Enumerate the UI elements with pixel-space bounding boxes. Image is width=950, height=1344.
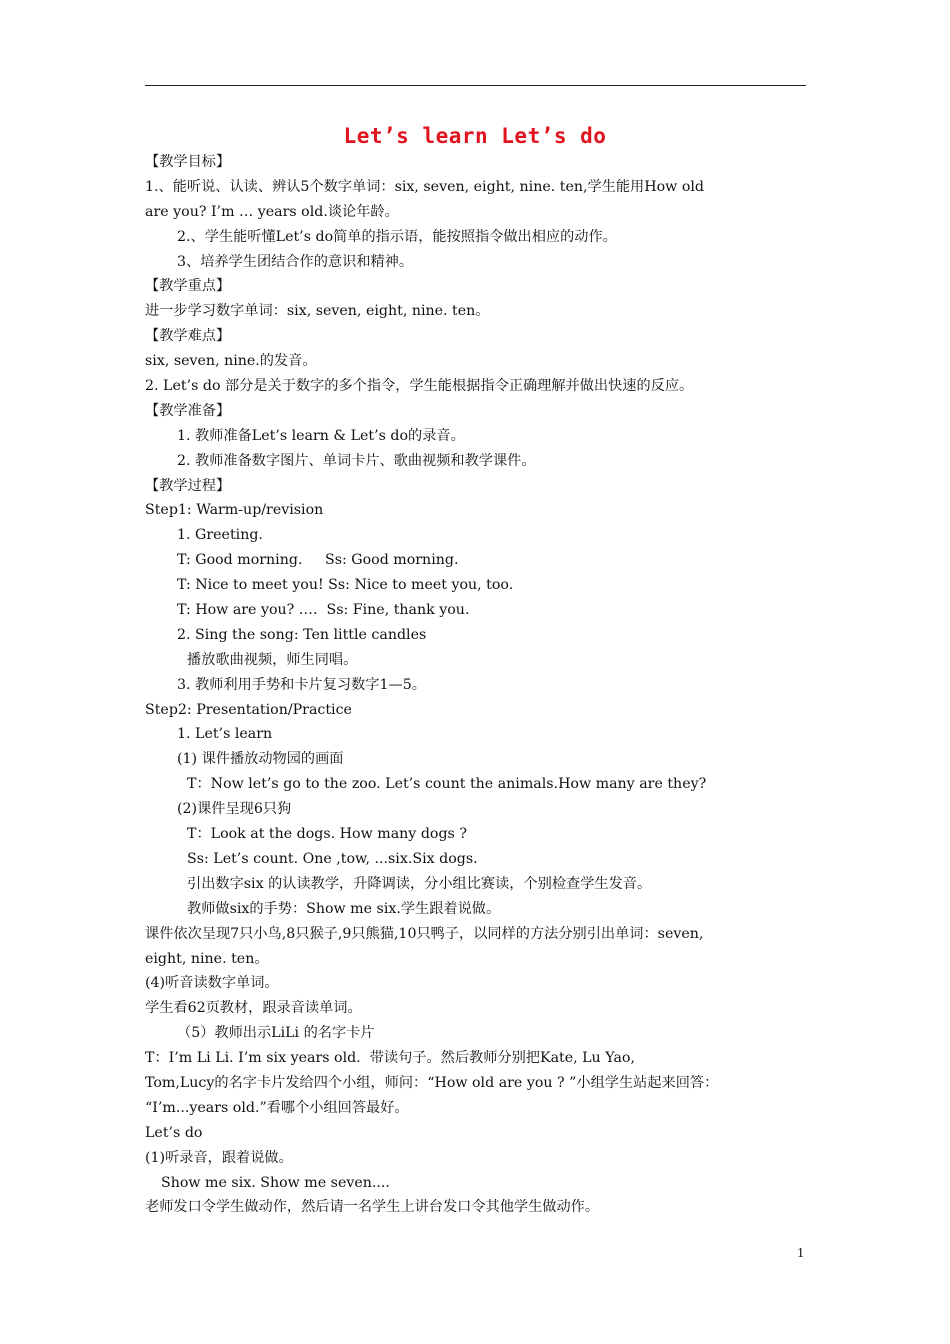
text-line: 进一步学习数字单词：six, seven, eight, nine. ten。 xyxy=(145,303,490,320)
text-line: eight, nine. ten。 xyxy=(145,950,269,967)
text-line: Show me six. Show me seven.... xyxy=(161,1174,390,1191)
text-line: T: Nice to meet you! Ss: Nice to meet you, too. xyxy=(177,577,514,594)
text-line: 老师发口令学生做动作，然后请一名学生上讲台发口令其他学生做动作。 xyxy=(145,1199,600,1216)
text-line: （5）教师出示LiLi 的名字卡片 xyxy=(177,1025,375,1042)
text-line: 3. 教师利用手势和卡片复习数字1—5。 xyxy=(177,676,426,693)
text-line: 学生看62页教材，跟录音读单词。 xyxy=(145,1000,362,1017)
text-line: 1. Let’s learn xyxy=(177,726,273,743)
text-line: (2)课件呈现6只狗 xyxy=(177,801,292,818)
text-line: 2.、学生能听懂Let’s do简单的指示语，能按照指令做出相应的动作。 xyxy=(177,228,617,245)
text-line: six, seven, nine.的发音。 xyxy=(145,353,317,370)
text-line: 1. 教师准备Let’s learn & Let’s do的录音。 xyxy=(177,427,465,444)
text-line: T: Good morning. Ss: Good morning. xyxy=(177,552,459,569)
text-line: 播放歌曲视频，师生同唱。 xyxy=(187,651,358,668)
text-line: T: How are you? …. Ss: Fine, thank you. xyxy=(177,602,470,619)
page-number: 1 xyxy=(797,1246,804,1261)
text-line: Step1: Warm-up/revision xyxy=(145,502,324,519)
document-title: Let’s learn Let’s do xyxy=(343,124,607,148)
text-line: 1. Greeting. xyxy=(177,527,263,544)
text-line: (1) 课件播放动物园的画面 xyxy=(177,751,344,768)
text-line: T：Now let’s go to the zoo. Let’s count the animals.How many are they? xyxy=(187,776,707,793)
text-line: Tom,Lucy的名字卡片发给四个小组，师问：“How old are you ? ”小组学生站起来回答： xyxy=(145,1074,719,1091)
text-line: 2. Let’s do 部分是关于数字的多个指令，学生能根据指令正确理解并做出快速的反应。 xyxy=(145,378,694,395)
text-line: T：I’m Li Li. I’m six years old. 带读句子。然后教师分别把Kate, Lu Yao, xyxy=(145,1050,635,1067)
text-line: (1)听录音，跟着说做。 xyxy=(145,1149,293,1166)
text-line: “I’m...years old.”看哪个小组回答最好。 xyxy=(145,1099,409,1116)
text-line: 【教学目标】 xyxy=(145,154,231,170)
text-line: 2. 教师准备数字图片、单词卡片、歌曲视频和教学课件。 xyxy=(177,452,536,469)
header-rule xyxy=(145,85,806,86)
text-line: (4)听音读数字单词。 xyxy=(145,975,279,992)
text-line: 2. Sing the song: Ten little candles xyxy=(177,626,427,643)
text-line: 【教学过程】 xyxy=(145,477,231,494)
text-line: Let’s do xyxy=(145,1124,203,1141)
document-body xyxy=(145,150,807,1220)
text-line: 【教学难点】 xyxy=(145,328,231,345)
text-line: 【教学重点】 xyxy=(145,278,231,295)
text-line: 3、培养学生团结合作的意识和精神。 xyxy=(177,253,414,270)
text-line: 课件依次呈现7只小鸟,8只猴子,9只熊猫,10只鸭子，以同样的方法分别引出单词：seven, xyxy=(145,925,704,942)
text-line: Step2: Presentation/Practice xyxy=(145,701,352,718)
text-line: T：Look at the dogs. How many dogs ? xyxy=(187,826,467,843)
text-line: Ss: Let’s count. One ,tow, ...six.Six dogs. xyxy=(187,850,478,867)
text-line: 教师做six的手势：Show me six.学生跟着说做。 xyxy=(187,900,501,917)
text-line: 【教学准备】 xyxy=(145,402,231,419)
text-line: 1.、能听说、认读、辨认5个数字单词：six, seven, eight, nine. ten,学生能用How old xyxy=(145,178,704,195)
text-line: 引出数字six 的认读教学，升降调读，分小组比赛读，个别检查学生发音。 xyxy=(187,875,652,892)
text-line: are you? I’m … years old.谈论年龄。 xyxy=(145,203,399,220)
